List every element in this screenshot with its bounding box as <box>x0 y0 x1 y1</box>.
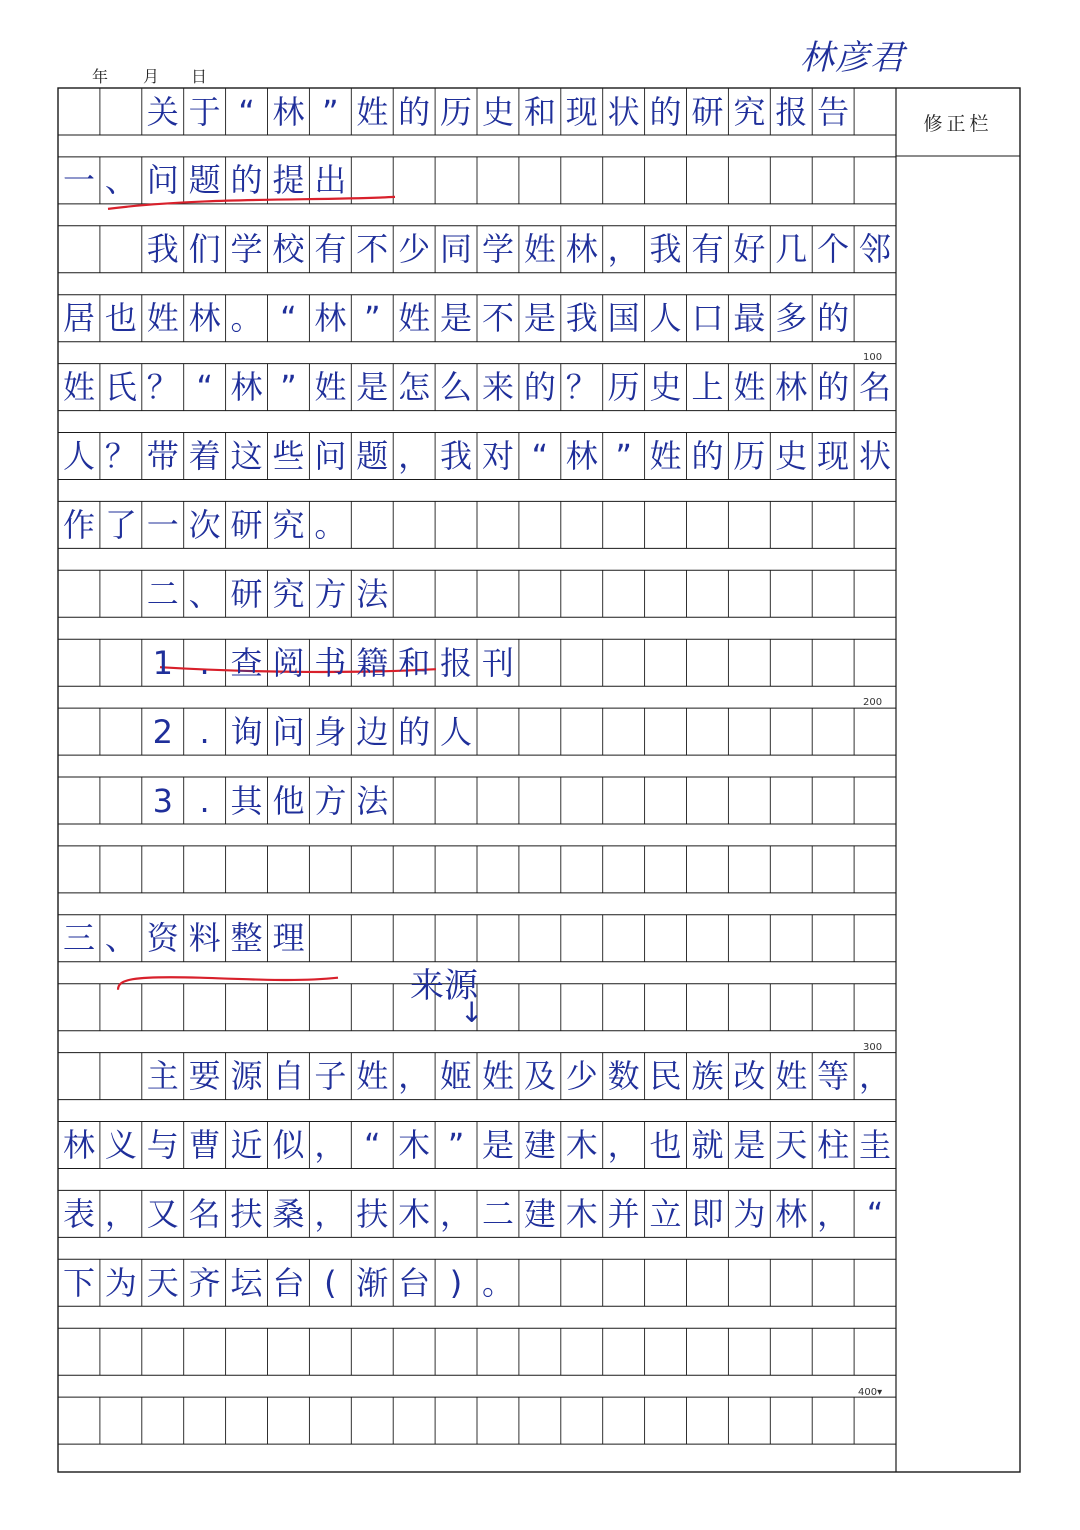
handwritten-char: ， <box>859 1057 892 1096</box>
handwritten-char: 齐 <box>188 1263 221 1302</box>
handwritten-char: 建 <box>523 1126 556 1164</box>
handwritten-char: 人 <box>62 437 95 475</box>
handwritten-char: “ <box>866 1194 884 1233</box>
handwritten-char: 的 <box>817 368 850 407</box>
handwritten-char: 作 <box>62 505 95 544</box>
handwritten-char: 阅 <box>272 643 305 682</box>
handwritten-char: ) <box>449 1263 463 1302</box>
handwritten-char: ， <box>398 437 431 475</box>
handwritten-char: 带 <box>146 437 179 475</box>
handwritten-char: 方 <box>314 574 347 613</box>
handwritten-char: 姓 <box>733 368 766 407</box>
handwritten-char: 告 <box>817 92 850 131</box>
handwritten-char: 改 <box>733 1057 766 1096</box>
handwritten-char: 和 <box>398 643 431 682</box>
handwritten-char: 方 <box>314 781 347 820</box>
handwritten-char: 问 <box>146 161 179 200</box>
handwritten-char: 的 <box>398 712 431 751</box>
handwritten-char: 姓 <box>775 1057 808 1096</box>
handwritten-char: 查 <box>230 643 263 682</box>
handwritten-char: 木 <box>398 1126 431 1164</box>
handwritten-char: ？ <box>104 437 137 475</box>
handwritten-char: ， <box>440 1194 473 1233</box>
handwritten-char: 氏 <box>104 368 137 407</box>
handwritten-char: 身 <box>314 712 347 751</box>
char-count-200: 200 <box>863 697 883 708</box>
handwritten-char: 上 <box>691 368 724 407</box>
handwritten-char: 资 <box>146 919 179 958</box>
handwritten-char: 的 <box>817 299 850 338</box>
handwritten-char: 题 <box>188 161 221 200</box>
handwritten-char: 、 <box>104 161 137 200</box>
day-label: 日 <box>191 67 208 86</box>
handwritten-char: “ <box>238 92 255 131</box>
handwritten-char: 有 <box>691 230 724 269</box>
handwritten-char: 们 <box>188 230 221 269</box>
margin-note: 来源 <box>410 966 478 1006</box>
handwritten-char: 林 <box>230 368 263 407</box>
month-label: 月 <box>143 67 160 86</box>
handwritten-char: ” <box>322 92 339 131</box>
handwritten-char: 报 <box>440 643 473 682</box>
handwritten-char: 状 <box>859 437 892 475</box>
handwritten-char: . <box>199 643 210 682</box>
handwritten-char: 天 <box>146 1263 179 1302</box>
handwritten-char: 我 <box>649 230 682 269</box>
handwritten-char: 及 <box>523 1057 556 1096</box>
handwritten-char: 研 <box>691 92 724 131</box>
handwritten-char: 同 <box>440 230 473 269</box>
handwritten-char: 源 <box>230 1057 263 1096</box>
handwritten-char: 也 <box>649 1126 682 1164</box>
handwritten-char: 天 <box>775 1126 808 1164</box>
handwritten-char: 即 <box>691 1194 724 1233</box>
handwritten-char: 我 <box>440 437 473 475</box>
handwritten-char: 渐 <box>356 1263 389 1302</box>
correction-column-label: 修正栏 <box>923 112 993 135</box>
handwritten-char: 是 <box>523 299 556 338</box>
handwritten-char: 似 <box>272 1126 305 1164</box>
handwritten-char: 其 <box>230 781 263 820</box>
char-count-400: 400▾ <box>858 1387 883 1398</box>
handwritten-char: 姓 <box>146 299 179 338</box>
handwritten-char: 刊 <box>481 643 514 682</box>
handwritten-char: 木 <box>565 1194 598 1233</box>
handwritten-char: 历 <box>607 368 640 407</box>
handwritten-char: 林 <box>188 299 221 338</box>
handwritten-char: 是 <box>481 1126 514 1164</box>
char-count-300: 300 <box>863 1042 883 1053</box>
handwritten-char: 桑 <box>272 1194 305 1233</box>
handwritten-char: 现 <box>565 92 598 131</box>
handwritten-char: 扶 <box>356 1194 389 1233</box>
handwritten-char: 居 <box>62 299 95 338</box>
handwritten-char: 是 <box>356 368 389 407</box>
handwritten-char: 的 <box>398 92 431 131</box>
handwritten-char: 研 <box>230 505 263 544</box>
handwritten-char: 出 <box>314 161 347 200</box>
handwritten-char: 几 <box>775 230 808 269</box>
handwritten-char: 究 <box>272 574 305 613</box>
handwritten-char: 询 <box>230 712 263 751</box>
handwritten-char: 2 <box>152 712 173 751</box>
handwritten-char: ？ <box>146 368 179 407</box>
handwritten-char: 近 <box>230 1126 263 1164</box>
handwritten-char: ” <box>447 1126 465 1164</box>
handwritten-char: 下 <box>62 1263 95 1302</box>
handwritten-char: 题 <box>356 437 389 475</box>
handwritten-char: 民 <box>649 1057 682 1096</box>
handwritten-char: 。 <box>481 1263 514 1302</box>
handwritten-char: 问 <box>314 437 347 475</box>
handwritten-char: 立 <box>649 1194 682 1233</box>
handwritten-char: 究 <box>272 505 305 544</box>
handwritten-char: 姓 <box>523 230 556 269</box>
handwritten-char: 林 <box>565 437 598 475</box>
handwritten-char: 自 <box>272 1057 305 1096</box>
handwritten-char: 法 <box>356 781 389 820</box>
handwritten-char: 有 <box>314 230 347 269</box>
handwritten-char: 义 <box>104 1126 137 1164</box>
handwritten-char: 多 <box>775 299 808 338</box>
handwritten-char: ” <box>363 299 381 338</box>
handwritten-char: ， <box>314 1194 347 1233</box>
handwritten-char: 圭 <box>859 1126 892 1164</box>
handwritten-char: 林 <box>775 368 808 407</box>
handwritten-char: 书 <box>314 643 347 682</box>
handwritten-char: 数 <box>607 1057 640 1096</box>
handwritten-char: 1 <box>152 643 173 682</box>
handwritten-char: 建 <box>523 1194 556 1233</box>
handwritten-char: 史 <box>775 437 808 475</box>
handwritten-char: 主 <box>146 1057 179 1096</box>
handwritten-char: 个 <box>817 230 850 269</box>
year-label: 年 <box>92 67 109 86</box>
handwritten-char: 人 <box>440 712 473 751</box>
handwritten-char: 曹 <box>188 1126 221 1164</box>
handwritten-char: 子 <box>314 1057 347 1096</box>
handwritten-char: 籍 <box>356 643 389 682</box>
handwritten-char: 少 <box>565 1057 598 1096</box>
handwritten-char: 现 <box>817 437 850 475</box>
handwritten-char: 他 <box>272 781 305 820</box>
handwritten-char: 了 <box>104 505 137 544</box>
handwritten-char: 和 <box>523 92 556 131</box>
handwritten-char: 些 <box>272 437 305 475</box>
handwritten-char: 问 <box>272 712 305 751</box>
handwritten-char: 理 <box>272 919 305 958</box>
handwritten-char: 法 <box>356 574 389 613</box>
handwritten-char: 于 <box>188 92 221 131</box>
handwritten-char: “ <box>280 299 297 338</box>
handwritten-char: 究 <box>733 92 766 131</box>
handwritten-char: 二 <box>146 574 179 613</box>
handwritten-char: 史 <box>481 92 514 131</box>
handwritten-char: 着 <box>188 437 221 475</box>
handwritten-char: 要 <box>188 1057 221 1096</box>
handwritten-char: 台 <box>398 1263 431 1302</box>
handwritten-char: 林 <box>62 1126 95 1164</box>
handwritten-char: 姓 <box>398 299 431 338</box>
handwritten-char: 整 <box>230 919 263 958</box>
handwritten-char: 姓 <box>649 437 682 475</box>
handwritten-char: 好 <box>733 230 766 269</box>
handwritten-char: 表 <box>62 1194 95 1233</box>
handwritten-char: 3 <box>152 781 173 820</box>
handwritten-char: 一 <box>62 161 95 200</box>
handwritten-char: “ <box>363 1126 381 1164</box>
handwritten-char: 并 <box>607 1194 640 1233</box>
handwritten-char: 怎 <box>398 368 431 407</box>
handwritten-char: ( <box>324 1263 337 1302</box>
handwritten-char: ？ <box>565 368 598 407</box>
handwritten-char: ” <box>615 437 632 475</box>
handwritten-char: 与 <box>146 1126 179 1164</box>
handwritten-char: 邻 <box>859 230 892 269</box>
handwritten-char: 这 <box>230 437 263 475</box>
handwritten-char: 是 <box>440 299 473 338</box>
handwritten-char: . <box>199 781 210 820</box>
handwritten-char: 边 <box>356 712 389 751</box>
handwritten-char: 为 <box>104 1263 137 1302</box>
handwritten-char: 不 <box>356 230 389 269</box>
handwritten-char: 名 <box>859 368 892 407</box>
handwritten-char: 柱 <box>817 1126 850 1164</box>
handwritten-char: 我 <box>146 230 179 269</box>
handwritten-char: 等 <box>817 1057 850 1096</box>
handwritten-char: 名 <box>188 1194 221 1233</box>
handwritten-char: 扶 <box>230 1194 263 1233</box>
handwritten-char: 姓 <box>62 368 95 407</box>
handwritten-char: 也 <box>104 299 137 338</box>
handwritten-char: 为 <box>733 1194 766 1233</box>
handwritten-char: 二 <box>481 1194 514 1233</box>
handwritten-char: 又 <box>146 1194 179 1233</box>
handwritten-char: 坛 <box>230 1263 263 1302</box>
handwritten-char: 林 <box>565 230 598 269</box>
handwritten-char: 姓 <box>356 92 389 131</box>
note-arrow: ↓ <box>460 996 484 1029</box>
handwritten-char: 族 <box>691 1057 724 1096</box>
handwritten-char: 少 <box>398 230 431 269</box>
handwritten-char: 料 <box>188 919 221 958</box>
handwritten-char: 学 <box>230 230 263 269</box>
handwritten-char: ” <box>280 368 297 407</box>
author-signature: 林彦君 <box>800 38 905 78</box>
handwritten-char: 姓 <box>314 368 347 407</box>
handwritten-char: “ <box>531 437 549 475</box>
handwritten-char: 最 <box>733 299 766 338</box>
handwritten-char: 国 <box>607 299 640 338</box>
handwritten-char: ， <box>607 230 640 269</box>
handwritten-char: 次 <box>188 505 221 544</box>
handwritten-char: 么 <box>440 368 473 407</box>
handwritten-char: 的 <box>649 92 682 131</box>
handwritten-char: 的 <box>523 368 556 407</box>
handwritten-char: “ <box>196 368 213 407</box>
handwritten-char: 林 <box>775 1194 808 1233</box>
handwritten-char: 史 <box>649 368 682 407</box>
handwritten-char: 状 <box>607 92 640 131</box>
handwritten-char: 口 <box>691 299 724 338</box>
handwritten-char: 。 <box>230 299 263 338</box>
handwritten-char: 、 <box>104 919 137 958</box>
handwritten-char: ， <box>817 1194 850 1233</box>
handwritten-char: 姓 <box>356 1057 389 1096</box>
handwritten-char: ， <box>398 1057 431 1096</box>
handwritten-char: 。 <box>314 505 347 544</box>
handwritten-char: 学 <box>481 230 514 269</box>
handwritten-char: 是 <box>733 1126 766 1164</box>
handwritten-char: . <box>199 712 210 751</box>
handwritten-char: 来 <box>481 368 514 407</box>
handwritten-char: ， <box>314 1126 347 1164</box>
handwritten-char: 木 <box>565 1126 598 1164</box>
handwritten-char: 研 <box>230 574 263 613</box>
handwritten-char: 的 <box>691 437 724 475</box>
handwritten-char: 关 <box>146 92 179 131</box>
handwritten-char: 不 <box>481 299 514 338</box>
handwritten-char: 林 <box>272 92 305 131</box>
handwritten-char: 历 <box>733 437 766 475</box>
handwritten-char: ， <box>607 1126 640 1164</box>
handwritten-char: ， <box>104 1194 137 1233</box>
handwritten-char: 校 <box>272 230 305 269</box>
handwritten-char: 林 <box>314 299 347 338</box>
handwritten-char: 的 <box>230 161 263 200</box>
handwritten-char: 一 <box>146 505 179 544</box>
char-count-100: 100 <box>863 352 883 363</box>
handwritten-char: 姬 <box>440 1057 473 1096</box>
handwritten-char: 木 <box>398 1194 431 1233</box>
handwritten-char: 台 <box>272 1263 305 1302</box>
handwritten-char: 我 <box>565 299 598 338</box>
handwritten-char: 、 <box>188 574 221 613</box>
handwritten-char: 三 <box>62 919 95 958</box>
handwritten-char: 对 <box>481 437 514 475</box>
handwritten-char: 提 <box>272 161 305 200</box>
handwritten-char: 人 <box>649 299 682 338</box>
handwritten-char: 就 <box>691 1126 724 1164</box>
handwritten-char: 姓 <box>481 1057 514 1096</box>
handwritten-char: 报 <box>775 92 808 131</box>
handwritten-char: 历 <box>440 92 473 131</box>
